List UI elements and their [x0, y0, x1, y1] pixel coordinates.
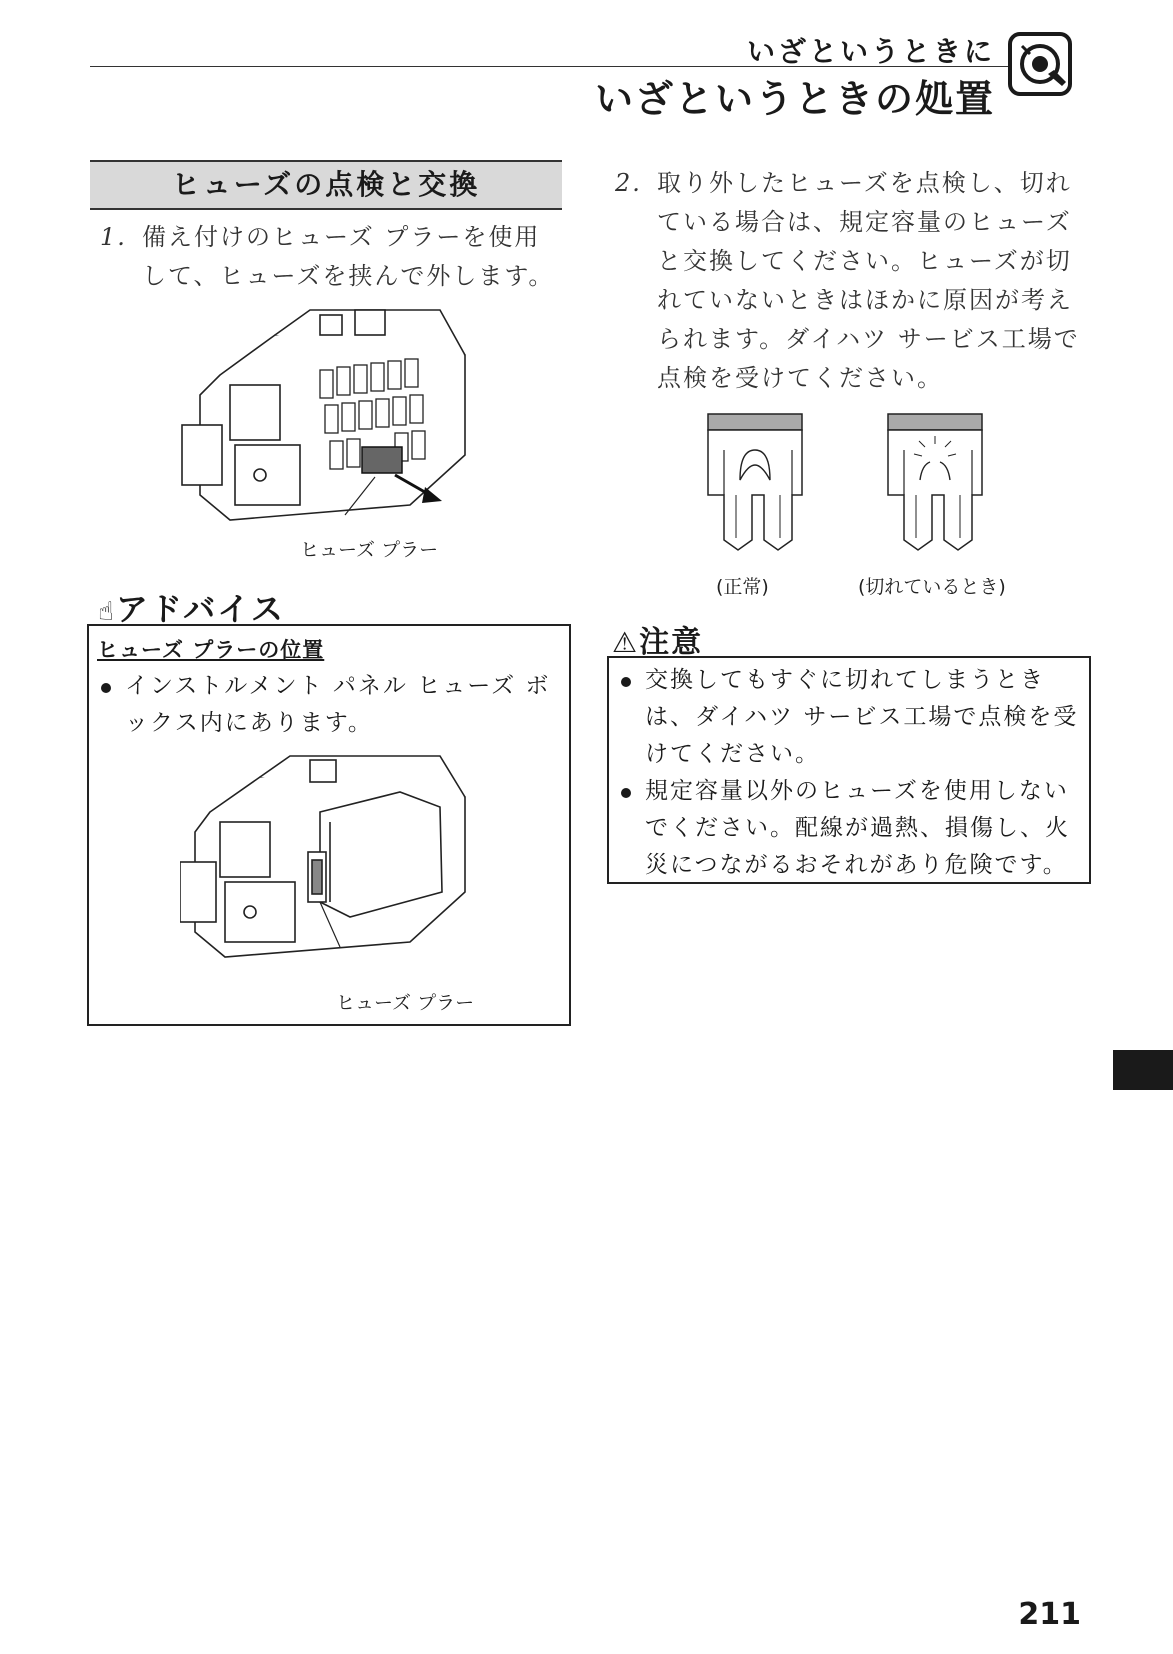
normal-fuse — [708, 414, 802, 550]
page-title: いざというときの処置 — [594, 77, 995, 121]
step-number: 2. — [615, 169, 642, 197]
step-text: 備え付けのヒューズ プラーを使用して、ヒューズを挟んで外します。 — [142, 223, 555, 290]
caution-bullets — [617, 662, 1079, 884]
advice-fuse-puller-label: ヒューズ プラー — [336, 992, 475, 1014]
blown-fuse-caption: (切れているとき) — [858, 576, 1006, 598]
header-rule — [90, 66, 1020, 67]
fuse-comparison-illustration — [700, 410, 990, 555]
advice-subheading: ヒューズ プラーの位置 — [97, 638, 325, 662]
normal-fuse-caption: (正常) — [716, 576, 769, 598]
page-number: 211 — [1018, 1597, 1081, 1632]
step-number: 1. — [100, 223, 127, 251]
fuse-box-puller-illustration — [180, 305, 480, 540]
step-text: 取り外したヒューズを点検し、切れている場合は、規定容量のヒューズと交換してください。ヒューズが切れていないときはほかに原因が考えられます。ダイハツ サービス工場で点検を受けてください。 — [657, 169, 1080, 392]
emergency-tool-icon — [1008, 32, 1072, 96]
section-heading: ヒューズの点検と交換 — [90, 160, 562, 210]
fuse-puller-label: ヒューズ プラー — [300, 539, 439, 561]
step-2 — [615, 164, 1085, 398]
chapter-title: いざというときに — [746, 35, 995, 68]
advice-bullets — [97, 668, 559, 742]
list-item: 規定容量以外のヒューズを使用しないでください。配線が過熱、損傷し、火災につながるおそれがあり危険です。 — [617, 773, 1079, 884]
warning-triangle-icon: ⚠ — [612, 626, 640, 659]
blown-fuse — [888, 414, 982, 550]
advice-heading: ☝アドバイス — [98, 590, 285, 628]
pointing-hand-icon: ☝ — [98, 597, 116, 627]
step-1 — [100, 218, 566, 296]
chapter-tab — [1113, 1050, 1173, 1090]
caution-heading: ⚠注意 — [612, 625, 704, 660]
list-item: 交換してもすぐに切れてしまうときは、ダイハツ サービス工場で点検を受けてください。 — [617, 662, 1079, 773]
fuse-box-cover-illustration — [180, 752, 480, 982]
list-item: インストルメント パネル ヒューズ ボックス内にあります。 — [97, 668, 559, 742]
